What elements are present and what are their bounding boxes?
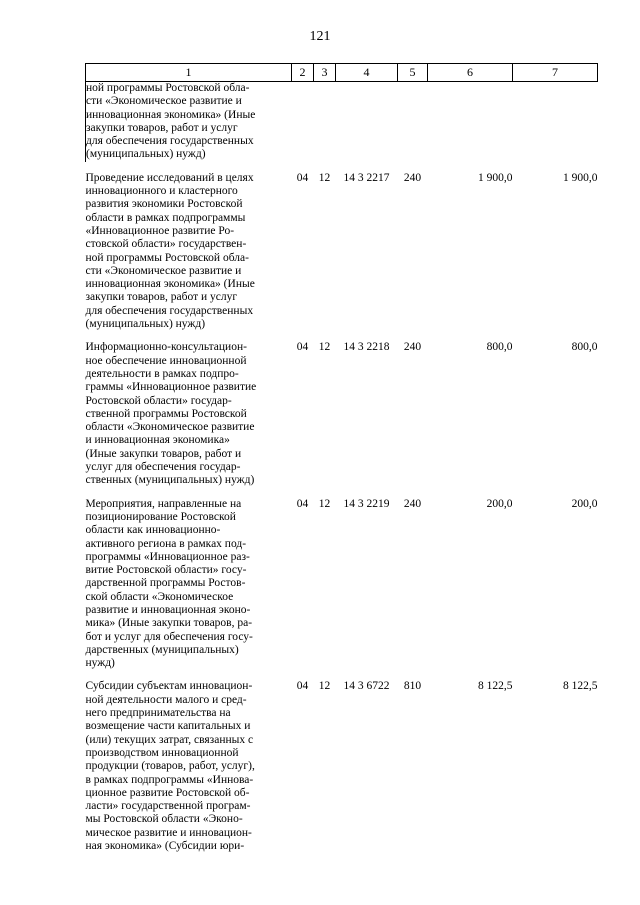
- section-code: 04: [296, 341, 309, 354]
- column-header: 4: [336, 64, 398, 82]
- target-article-code: 14 3 6722: [343, 680, 390, 693]
- expense-type-code: 240: [403, 171, 422, 184]
- row-description: Субсидии субъектам инновацион- ной деятельности малого и сред- него предпринимательства на возмещение части капитальных и (или) текущих затрат, связанных с производством инновационной продукции (товаров, работ, услуг), в рамках подпрограммы «Иннова- ционное развитие Ростовской об- ласти» государственной програм- мы Ростовской области «Эконо- мическое развитие и инновацион- ная экономика» (Субсидии юри-: [85, 680, 255, 853]
- table-row: [86, 488, 598, 671]
- expense-type-code: 240: [403, 497, 422, 510]
- amount-col7: 800,0: [571, 341, 598, 354]
- column-header: 5: [398, 64, 428, 82]
- amount-col7: 200,0: [571, 497, 598, 510]
- subsection-code: 12: [318, 171, 331, 184]
- amount-col6: 1 900,0: [478, 171, 513, 184]
- column-header: 3: [314, 64, 336, 82]
- table-header-row: [86, 64, 598, 82]
- column-header: 7: [513, 64, 598, 82]
- section-code: [292, 82, 314, 162]
- expense-type-code: 810: [403, 680, 422, 693]
- table-row: [86, 162, 598, 332]
- table-row: [86, 82, 598, 162]
- row-description: Проведение исследований в целях инновационного и кластерного развития экономики Ростовской области в рамках подпрограммы «Инновационное развитие Ро- стовской области» государствен- ной программы Ростовской обла- сти «Экономическое развитие и инновационная экономика» (Иные закупки товаров, работ и услуг для обеспечения государственных (муниципальных) нужд): [85, 171, 255, 331]
- section-code: 04: [296, 680, 309, 693]
- budget-table: [85, 63, 598, 853]
- target-article-code: 14 3 2217: [343, 171, 390, 184]
- subsection-code: 12: [318, 341, 331, 354]
- section-code: 04: [296, 497, 309, 510]
- amount-col7: 8 122,5: [563, 680, 598, 693]
- column-header: 6: [428, 64, 513, 82]
- amount-col6: 8 122,5: [478, 680, 513, 693]
- expense-type-code: 240: [403, 341, 422, 354]
- row-description: Мероприятия, направленные на позиционирование Ростовской области как инновационно- активного региона в рамках под- программы «Инновационное раз- витие Ростовской области» госу- дарственной программы Ростов- ской области «Экономическое развитие и инновационная эконо- мика» (Иные закупки товаров, ра- бот и услуг для обеспечения госу- дарственных (муниципальных) нужд): [85, 497, 253, 670]
- target-article-code: 14 3 2218: [343, 341, 390, 354]
- expense-type-code: [398, 82, 428, 162]
- table-row: [86, 331, 598, 487]
- amount-col6: 800,0: [486, 341, 513, 354]
- page-number: 121: [309, 29, 331, 44]
- amount-col7: 1 900,0: [563, 171, 598, 184]
- amount-col6: 200,0: [486, 497, 513, 510]
- section-code: 04: [296, 171, 309, 184]
- target-article-code: 14 3 2219: [343, 497, 390, 510]
- amount-col7: [513, 82, 598, 162]
- row-description: Информационно-консультацион- ное обеспечение инновационной деятельности в рамках подпро- граммы «Инновационное развитие Ростовской области» государ- ственной программы Ростовской области «Экономическое развитие и инновационная экономика» (Иные закупки товаров, работ и услуг для обеспечения государ- ственных (муниципальных) нужд): [85, 341, 257, 487]
- table-row: [86, 670, 598, 853]
- subsection-code: 12: [318, 497, 331, 510]
- row-description: ной программы Ростовской обла- сти «Экономическое развитие и инновационная экономика» (Иные закупки товаров, работ и услуг для обеспечения государственных (муниципальных) нужд): [86, 82, 256, 161]
- column-header: 2: [292, 64, 314, 82]
- column-header: 1: [86, 64, 292, 82]
- subsection-code: [314, 82, 336, 162]
- subsection-code: 12: [318, 680, 331, 693]
- target-article-code: [336, 82, 398, 162]
- amount-col6: [428, 82, 513, 162]
